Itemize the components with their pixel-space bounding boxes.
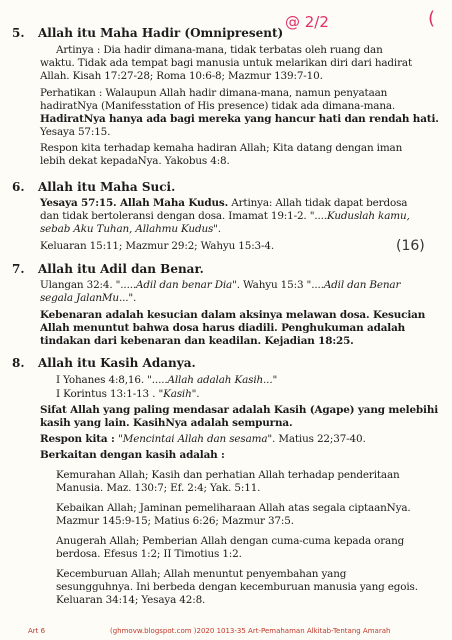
section-8-line-2 [56,388,199,401]
section-8-line-6: Berkaitan dengan kasih adalah : [40,449,225,461]
section-8-line-1-b: .....Allah adalah Kasih... [151,374,273,386]
section-8-line-2-b: Kasih [163,388,192,400]
section-8-line-2-c: ". [191,388,200,400]
section-5-line-3: Allah. Kisah 17:27-28; Roma 10:6-8; Mazmur 139:7-10. [40,70,323,82]
section-7-line-1-d: ....Adil dan Benar [311,279,401,291]
section-6-line-1 [40,197,407,210]
section-6-line-1-bold: Yesaya 57:15. Allah Maha Kudus. [40,197,229,209]
section-5-line-2: waktu. Tidak ada tempat bagi manusia untuk melarikan diri dari hadirat [40,57,412,69]
section-8-line-2-a: I Korintus 13:1-13 . " [56,388,164,400]
kasih-item-2-line-2: Mazmur 145:9-15; Matius 6:26; Mazmur 37:5. [56,515,294,527]
section-5-line-9: lebih dekat kepadaNya. Yakobus 4:8. [40,155,230,167]
section-5-number: 5. [12,26,25,40]
kasih-item-3-line-1: Anugerah Allah; Pemberian Allah dengan cuma-cuma kepada orang [56,535,405,547]
handwritten-page-number: (16) [396,238,425,254]
section-8-number: 8. [12,356,25,370]
section-5-line-4: Perhatikan : Walaupun Allah hadir dimana-mana, namun penyataan [40,87,388,99]
section-5-title: Allah itu Maha Hadir (Omnipresent) [38,26,284,40]
section-7-line-5: tindakan dari kebenaran dan keadilan. Kejadian 18:25. [40,335,354,347]
section-7-line-4: Allah menuntut bahwa dosa harus diadili. Penghukuman adalah [40,322,406,334]
kasih-item-1-line-1: Kemurahan Allah; Kasih dan perhatian Allah terhadap penderitaan [56,469,400,481]
kasih-item-2-line-1: Kebaikan Allah; Jaminan pemeliharaan Allah atas segala ciptaanNya. [56,502,411,514]
section-6-line-2-text: dan tidak bertoleransi dengan dosa. Imamat 19:1-2. " [40,210,315,222]
section-7-line-1 [40,279,400,292]
section-6-line-2 [40,210,410,223]
kasih-item-4-line-2: sesungguhnya. Ini berbeda dengan kecemburuan manusia yang egois. [56,581,418,593]
section-8-line-1-a: I Yohanes 4:8,16. " [56,374,152,386]
section-6-number: 6. [12,180,25,194]
section-5-line-8: Respon kita terhadap kemaha hadiran Allah; Kita datang dengan iman [40,142,403,154]
section-6-line-4: Keluaran 15:11; Mazmur 29:2; Wahyu 15:3-4. [40,240,274,252]
section-7-line-1-c: ". Wahyu 15:3 " [232,279,312,291]
section-6-line-3: sebab Aku Tuhan, Allahmu Kudus". [40,223,221,235]
footer-source: (ghmovw.blogspot.com )2020 1013-35 Art-Pemahaman Alkitab-Tentang Amarah [110,627,391,635]
section-7-line-2: segala JalanMu...". [40,292,137,304]
section-7-line-1-a: Ulangan 32:4. " [40,279,121,291]
section-6-title: Allah itu Maha Suci. [38,180,176,194]
section-7-title: Allah itu Adil dan Benar. [38,262,204,276]
section-8-line-5-b: "Mencintai Allah dan sesama" [118,433,273,445]
handwritten-page-mark: @ 2/2 [285,13,329,31]
kasih-item-3-line-2: berdosa. Efesus 1:2; II Timotius 1:2. [56,548,242,560]
section-8-line-5-a: Respon kita : [40,433,119,445]
footer-left: Art 6 [28,627,46,635]
section-7-number: 7. [12,262,25,276]
section-8-title: Allah itu Kasih Adanya. [38,356,196,370]
section-8-line-3: Sifat Allah yang paling mendasar adalah Kasih (Agape) yang melebihi [40,404,439,416]
section-8-line-5 [40,433,366,446]
section-7-line-1-b: .....Adil dan benar Dia [120,279,233,291]
kasih-item-4-line-1: Kecemburuan Allah; Allah menuntut penyembahan yang [56,568,347,580]
section-6-line-1-rest: Artinya: Allah tidak dapat berdosa [228,197,408,209]
section-5-line-1: Artinya : Dia hadir dimana-mana, tidak terbatas oleh ruang dan [56,44,383,56]
kasih-item-4-line-3: Keluaran 34:14; Yesaya 42:8. [56,594,206,606]
section-5-line-6: HadiratNya hanya ada bagi mereka yang hancur hati dan rendah hati. [40,113,439,125]
section-8-line-1 [56,374,277,387]
section-8-line-5-c: . Matius 22;37-40. [272,433,366,445]
handwritten-bracket-mark: ( [428,8,436,29]
section-5-line-7: Yesaya 57:15. [40,126,111,138]
kasih-item-1-line-2: Manusia. Maz. 130:7; Ef. 2:4; Yak. 5:11. [56,482,261,494]
section-5-line-5: hadiratNya (Manifesstation of His presence) tidak ada dimana-mana. [40,100,396,112]
section-7-line-3: Kebenaran adalah kesucian dalam aksinya melawan dosa. Kesucian [40,309,426,321]
section-8-line-4: kasih yang lain. KasihNya adalah sempurna. [40,417,293,429]
section-6-line-2-quote: ....Kuduslah kamu, [314,210,410,222]
section-8-line-1-c: " [272,374,278,386]
